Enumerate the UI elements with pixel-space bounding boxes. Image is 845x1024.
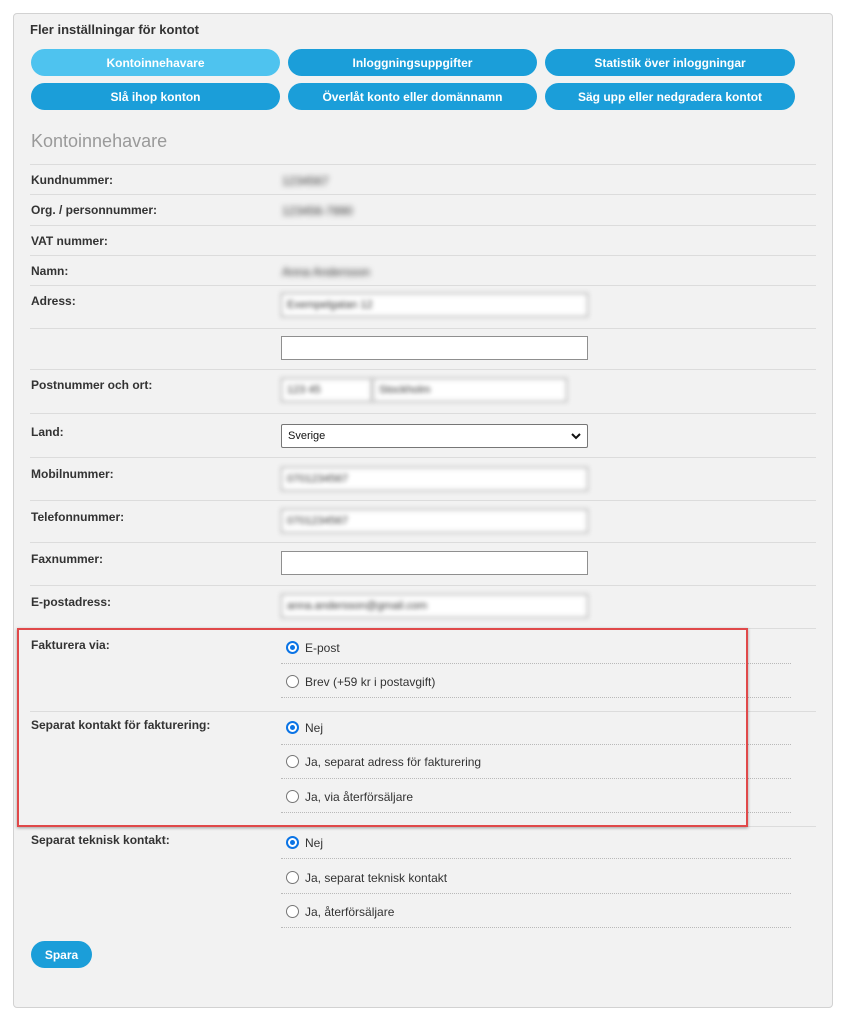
tab-inloggningsuppgifter[interactable]: Inloggningsuppgifter <box>288 49 537 76</box>
billing-contact-aterforsaljare-label[interactable]: Ja, via återförsäljare <box>305 790 414 804</box>
save-button[interactable]: Spara <box>31 941 92 968</box>
vat-label: VAT nummer: <box>31 234 108 248</box>
tech-contact-label: Separat teknisk kontakt: <box>31 833 170 847</box>
epost-label: E-postadress: <box>31 595 112 609</box>
tech-contact-separat-radio[interactable] <box>286 871 299 884</box>
row-divider <box>30 285 816 286</box>
section-heading: Kontoinnehavare <box>31 131 168 151</box>
highlight-box <box>17 628 748 827</box>
kundnummer-label: Kundnummer: <box>31 173 113 187</box>
option-divider <box>281 927 791 928</box>
tab-sag-upp-konto[interactable]: Säg upp eller nedgradera kontot <box>545 83 795 110</box>
billing-epost-label[interactable]: E-post <box>305 641 340 655</box>
orgnr-label: Org. / personnummer: <box>31 203 158 217</box>
telefon-label: Telefonnummer: <box>31 510 125 524</box>
land-selected-value: Sverige <box>288 430 326 442</box>
epost-input[interactable] <box>281 594 588 618</box>
tech-contact-aterforsaljare-label[interactable]: Ja, återförsäljare <box>305 905 395 919</box>
row-divider <box>30 500 816 501</box>
adress-label: Adress: <box>31 294 76 308</box>
adress-input-1[interactable] <box>281 293 588 317</box>
land-label: Land: <box>31 425 64 439</box>
row-divider <box>30 413 816 414</box>
tab-sla-ihop-konton[interactable]: Slå ihop konton <box>31 83 280 110</box>
postort-label: Postnummer och ort: <box>31 378 153 392</box>
billing-contact-nej-label[interactable]: Nej <box>305 721 324 735</box>
postnummer-input[interactable] <box>281 378 372 402</box>
option-divider <box>281 893 791 894</box>
fax-input[interactable] <box>281 551 588 575</box>
billing-contact-label: Separat kontakt för fakturering: <box>31 718 211 732</box>
adress-input-2[interactable] <box>281 336 588 360</box>
chevron-down-icon <box>571 431 581 441</box>
billing-brev-label[interactable]: Brev (+59 kr i postavgift) <box>305 675 436 689</box>
land-select[interactable] <box>281 424 588 448</box>
kundnummer-value: 1234567 <box>282 174 329 188</box>
row-divider <box>30 585 816 586</box>
billing-label: Fakturera via: <box>31 638 110 652</box>
row-divider <box>30 542 816 543</box>
row-divider <box>30 225 816 226</box>
row-divider <box>30 255 816 256</box>
fax-label: Faxnummer: <box>31 552 104 566</box>
row-divider <box>30 328 816 329</box>
row-divider <box>30 194 816 195</box>
namn-value: Anna Andersson <box>282 265 371 279</box>
tab-kontoinnehavare[interactable]: Kontoinnehavare <box>31 49 280 76</box>
panel-title: Fler inställningar för kontot <box>30 22 200 37</box>
option-divider <box>281 858 791 859</box>
tech-contact-nej-label[interactable]: Nej <box>305 836 324 850</box>
tech-contact-nej-radio[interactable] <box>286 836 299 849</box>
tech-contact-aterforsaljare-radio[interactable] <box>286 905 299 918</box>
ort-input[interactable] <box>373 378 567 402</box>
tech-contact-separat-label[interactable]: Ja, separat teknisk kontakt <box>305 871 448 885</box>
telefon-input[interactable] <box>281 509 588 533</box>
row-divider <box>30 164 816 165</box>
billing-contact-separat-label[interactable]: Ja, separat adress för fakturering <box>305 755 482 769</box>
orgnr-value: 123456-7890 <box>282 204 353 218</box>
mobil-label: Mobilnummer: <box>31 467 114 481</box>
tab-statistik[interactable]: Statistik över inloggningar <box>545 49 795 76</box>
namn-label: Namn: <box>31 264 69 278</box>
mobil-input[interactable] <box>281 467 588 491</box>
tab-overlat-konto[interactable]: Överlåt konto eller domännamn <box>288 83 537 110</box>
row-divider <box>30 369 816 370</box>
row-divider <box>30 457 816 458</box>
